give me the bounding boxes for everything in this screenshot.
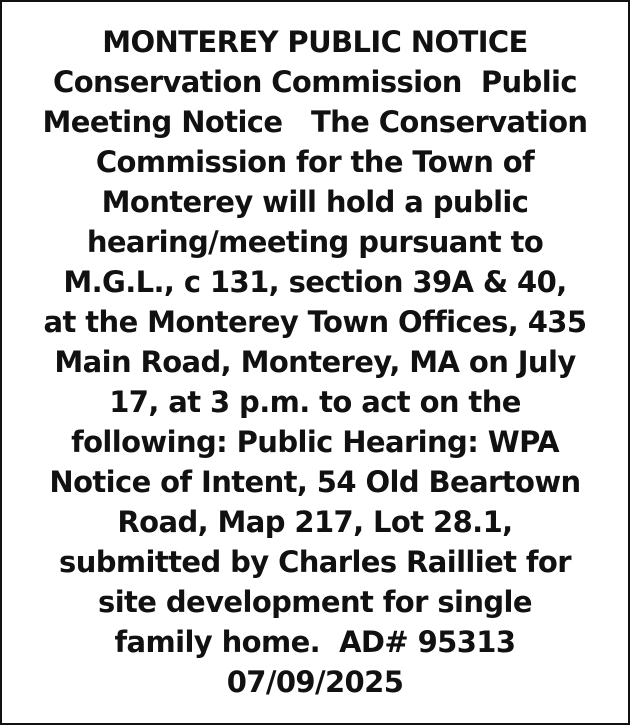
notice-ad-number: family home. AD# 95313: [114, 625, 516, 659]
notice-line: Road, Map 217, Lot 28.1,: [117, 505, 513, 539]
notice-title: MONTEREY PUBLIC NOTICE: [102, 25, 528, 59]
notice-line: Conservation Commission Public: [53, 65, 577, 99]
notice-line: at the Monterey Town Offices, 435: [43, 305, 587, 339]
notice-line: M.G.L., c 131, section 39A & 40,: [63, 265, 567, 299]
notice-line: hearing/meeting pursuant to: [86, 225, 544, 259]
notice-line: site development for single: [98, 585, 532, 619]
notice-line: Notice of Intent, 54 Old Beartown: [49, 465, 581, 499]
notice-line: following: Public Hearing: WPA: [71, 425, 559, 459]
notice-line: submitted by Charles Railliet for: [59, 545, 571, 579]
notice-line: 17, at 3 p.m. to act on the: [109, 385, 521, 419]
notice-line: Monterey will hold a public: [101, 185, 529, 219]
notice-line: Meeting Notice The Conservation: [42, 105, 588, 139]
notice-line: Main Road, Monterey, MA on July: [54, 345, 576, 379]
notice-date: 07/09/2025: [226, 665, 404, 699]
notice-line: Commission for the Town of: [95, 145, 535, 179]
